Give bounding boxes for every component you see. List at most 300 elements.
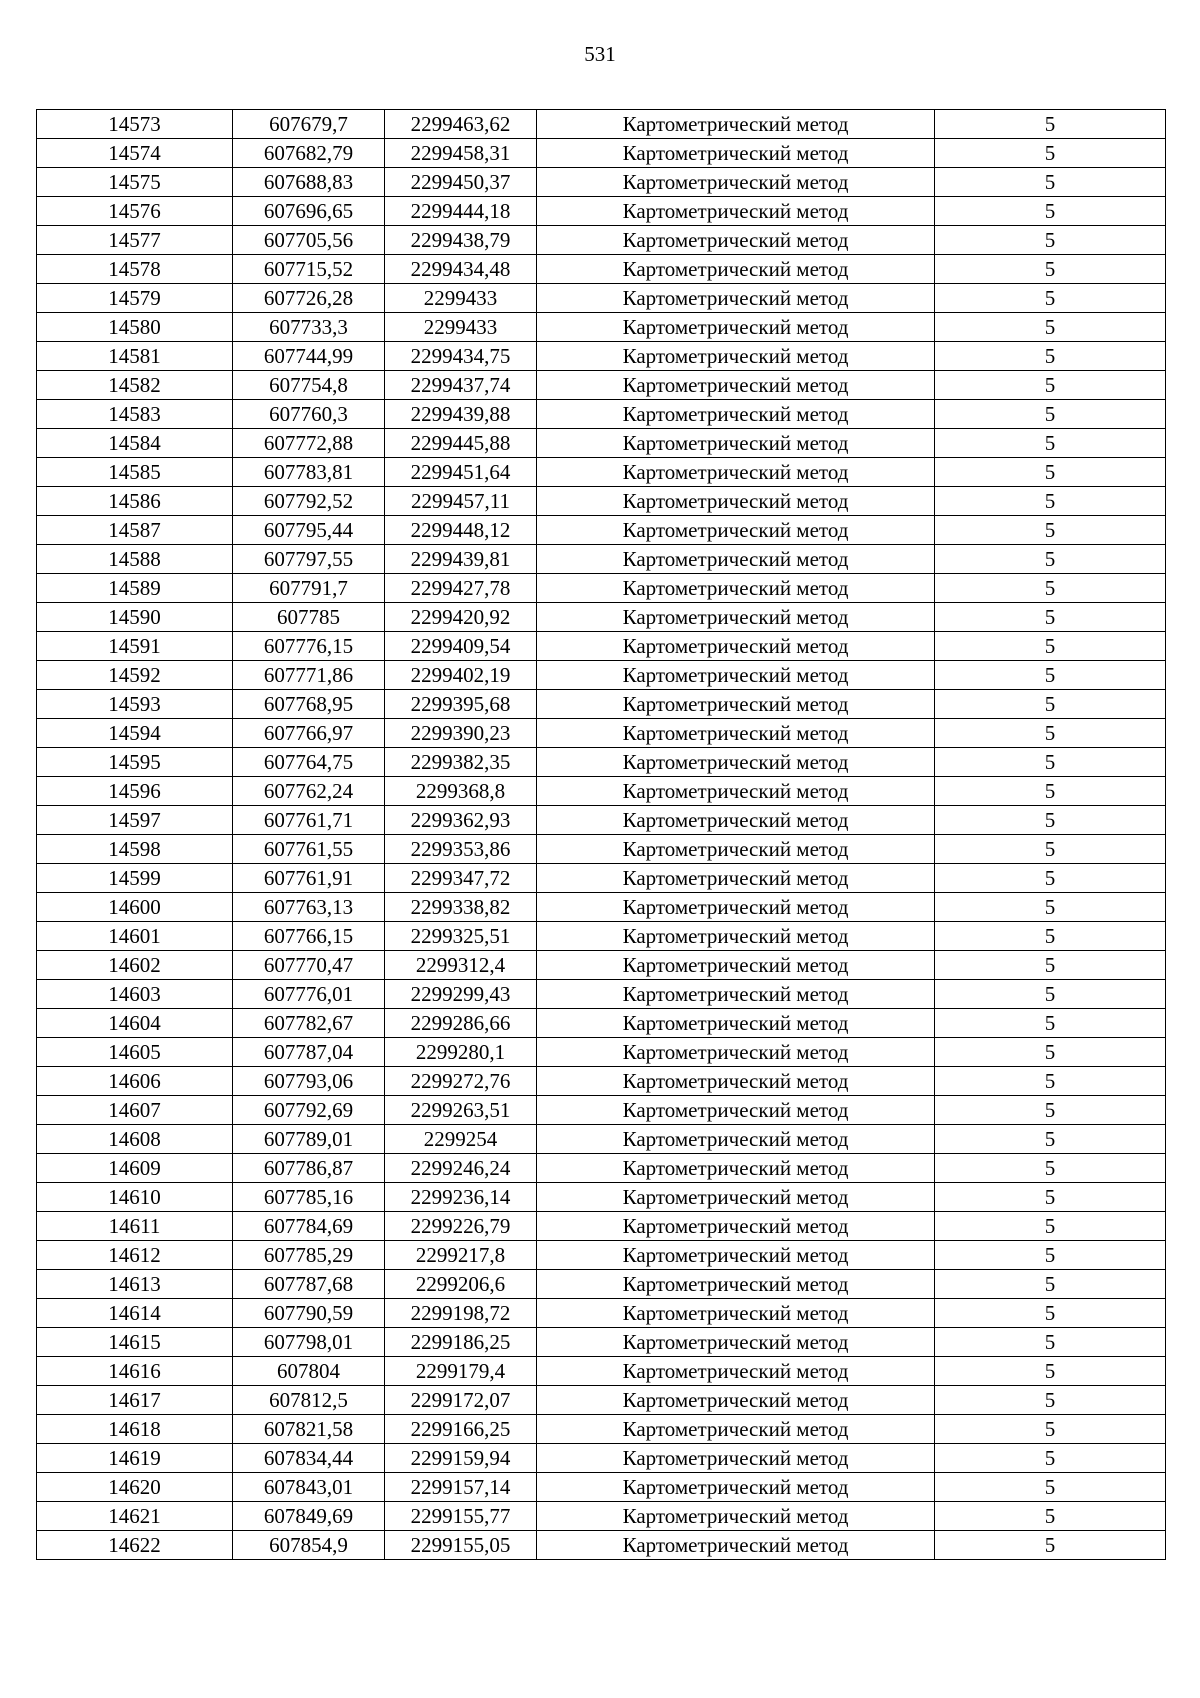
accuracy-cell: 5 xyxy=(935,922,1166,951)
method-cell: Картометрический метод xyxy=(537,197,935,226)
y-coordinate-cell: 2299437,74 xyxy=(385,371,537,400)
y-coordinate-cell: 2299198,72 xyxy=(385,1299,537,1328)
table-row xyxy=(37,719,1166,748)
method-cell: Картометрический метод xyxy=(537,632,935,661)
point-number-cell: 14612 xyxy=(37,1241,233,1270)
y-coordinate-cell: 2299155,05 xyxy=(385,1531,537,1560)
x-coordinate-cell: 607854,9 xyxy=(233,1531,385,1560)
method-cell: Картометрический метод xyxy=(537,400,935,429)
accuracy-cell: 5 xyxy=(935,690,1166,719)
y-coordinate-cell: 2299286,66 xyxy=(385,1009,537,1038)
table-row xyxy=(37,835,1166,864)
x-coordinate-cell: 607787,68 xyxy=(233,1270,385,1299)
table-row xyxy=(37,1096,1166,1125)
table-row xyxy=(37,922,1166,951)
table-row xyxy=(37,516,1166,545)
method-cell: Картометрический метод xyxy=(537,168,935,197)
y-coordinate-cell: 2299457,11 xyxy=(385,487,537,516)
table-row xyxy=(37,342,1166,371)
x-coordinate-cell: 607772,88 xyxy=(233,429,385,458)
point-number-cell: 14601 xyxy=(37,922,233,951)
y-coordinate-cell: 2299272,76 xyxy=(385,1067,537,1096)
point-number-cell: 14598 xyxy=(37,835,233,864)
method-cell: Картометрический метод xyxy=(537,951,935,980)
table-row xyxy=(37,777,1166,806)
point-number-cell: 14592 xyxy=(37,661,233,690)
x-coordinate-cell: 607787,04 xyxy=(233,1038,385,1067)
table-row xyxy=(37,1299,1166,1328)
x-coordinate-cell: 607784,69 xyxy=(233,1212,385,1241)
y-coordinate-cell: 2299390,23 xyxy=(385,719,537,748)
method-cell: Картометрический метод xyxy=(537,864,935,893)
point-number-cell: 14579 xyxy=(37,284,233,313)
point-number-cell: 14584 xyxy=(37,429,233,458)
table-row xyxy=(37,1415,1166,1444)
method-cell: Картометрический метод xyxy=(537,1357,935,1386)
point-number-cell: 14603 xyxy=(37,980,233,1009)
point-number-cell: 14596 xyxy=(37,777,233,806)
method-cell: Картометрический метод xyxy=(537,458,935,487)
y-coordinate-cell: 2299166,25 xyxy=(385,1415,537,1444)
x-coordinate-cell: 607804 xyxy=(233,1357,385,1386)
method-cell: Картометрический метод xyxy=(537,1299,935,1328)
x-coordinate-cell: 607715,52 xyxy=(233,255,385,284)
method-cell: Картометрический метод xyxy=(537,1125,935,1154)
accuracy-cell: 5 xyxy=(935,1154,1166,1183)
table-row xyxy=(37,864,1166,893)
point-number-cell: 14573 xyxy=(37,110,233,139)
point-number-cell: 14583 xyxy=(37,400,233,429)
accuracy-cell: 5 xyxy=(935,1096,1166,1125)
table-row xyxy=(37,313,1166,342)
y-coordinate-cell: 2299179,4 xyxy=(385,1357,537,1386)
point-number-cell: 14576 xyxy=(37,197,233,226)
y-coordinate-cell: 2299254 xyxy=(385,1125,537,1154)
x-coordinate-cell: 607770,47 xyxy=(233,951,385,980)
y-coordinate-cell: 2299206,6 xyxy=(385,1270,537,1299)
y-coordinate-cell: 2299159,94 xyxy=(385,1444,537,1473)
accuracy-cell: 5 xyxy=(935,110,1166,139)
y-coordinate-cell: 2299438,79 xyxy=(385,226,537,255)
point-number-cell: 14606 xyxy=(37,1067,233,1096)
accuracy-cell: 5 xyxy=(935,864,1166,893)
table-row xyxy=(37,284,1166,313)
point-number-cell: 14613 xyxy=(37,1270,233,1299)
point-number-cell: 14581 xyxy=(37,342,233,371)
method-cell: Картометрический метод xyxy=(537,342,935,371)
accuracy-cell: 5 xyxy=(935,1125,1166,1154)
y-coordinate-cell: 2299458,31 xyxy=(385,139,537,168)
table-row xyxy=(37,690,1166,719)
point-number-cell: 14575 xyxy=(37,168,233,197)
accuracy-cell: 5 xyxy=(935,1270,1166,1299)
y-coordinate-cell: 2299155,77 xyxy=(385,1502,537,1531)
y-coordinate-cell: 2299263,51 xyxy=(385,1096,537,1125)
point-number-cell: 14578 xyxy=(37,255,233,284)
y-coordinate-cell: 2299236,14 xyxy=(385,1183,537,1212)
x-coordinate-cell: 607785 xyxy=(233,603,385,632)
x-coordinate-cell: 607783,81 xyxy=(233,458,385,487)
x-coordinate-cell: 607776,01 xyxy=(233,980,385,1009)
point-number-cell: 14617 xyxy=(37,1386,233,1415)
y-coordinate-cell: 2299434,48 xyxy=(385,255,537,284)
table-row xyxy=(37,1444,1166,1473)
y-coordinate-cell: 2299226,79 xyxy=(385,1212,537,1241)
method-cell: Картометрический метод xyxy=(537,226,935,255)
method-cell: Картометрический метод xyxy=(537,603,935,632)
table-row xyxy=(37,951,1166,980)
method-cell: Картометрический метод xyxy=(537,1154,935,1183)
x-coordinate-cell: 607797,55 xyxy=(233,545,385,574)
y-coordinate-cell: 2299433 xyxy=(385,313,537,342)
x-coordinate-cell: 607785,29 xyxy=(233,1241,385,1270)
accuracy-cell: 5 xyxy=(935,168,1166,197)
table-row xyxy=(37,1241,1166,1270)
x-coordinate-cell: 607776,15 xyxy=(233,632,385,661)
table-row xyxy=(37,168,1166,197)
point-number-cell: 14574 xyxy=(37,139,233,168)
x-coordinate-cell: 607843,01 xyxy=(233,1473,385,1502)
table-row xyxy=(37,748,1166,777)
table-row xyxy=(37,429,1166,458)
method-cell: Картометрический метод xyxy=(537,1473,935,1502)
table-row xyxy=(37,1357,1166,1386)
point-number-cell: 14605 xyxy=(37,1038,233,1067)
table-row xyxy=(37,1125,1166,1154)
method-cell: Картометрический метод xyxy=(537,110,935,139)
accuracy-cell: 5 xyxy=(935,400,1166,429)
y-coordinate-cell: 2299280,1 xyxy=(385,1038,537,1067)
table-row xyxy=(37,545,1166,574)
table-row xyxy=(37,893,1166,922)
method-cell: Картометрический метод xyxy=(537,1270,935,1299)
accuracy-cell: 5 xyxy=(935,371,1166,400)
point-number-cell: 14590 xyxy=(37,603,233,632)
table-row xyxy=(37,1183,1166,1212)
method-cell: Картометрический метод xyxy=(537,574,935,603)
point-number-cell: 14594 xyxy=(37,719,233,748)
x-coordinate-cell: 607821,58 xyxy=(233,1415,385,1444)
point-number-cell: 14599 xyxy=(37,864,233,893)
x-coordinate-cell: 607764,75 xyxy=(233,748,385,777)
accuracy-cell: 5 xyxy=(935,1328,1166,1357)
point-number-cell: 14585 xyxy=(37,458,233,487)
method-cell: Картометрический метод xyxy=(537,719,935,748)
accuracy-cell: 5 xyxy=(935,835,1166,864)
table-row xyxy=(37,110,1166,139)
accuracy-cell: 5 xyxy=(935,342,1166,371)
point-number-cell: 14602 xyxy=(37,951,233,980)
accuracy-cell: 5 xyxy=(935,980,1166,1009)
table-row xyxy=(37,1386,1166,1415)
accuracy-cell: 5 xyxy=(935,1386,1166,1415)
y-coordinate-cell: 2299299,43 xyxy=(385,980,537,1009)
x-coordinate-cell: 607766,15 xyxy=(233,922,385,951)
method-cell: Картометрический метод xyxy=(537,545,935,574)
point-number-cell: 14604 xyxy=(37,1009,233,1038)
method-cell: Картометрический метод xyxy=(537,922,935,951)
point-number-cell: 14577 xyxy=(37,226,233,255)
y-coordinate-cell: 2299444,18 xyxy=(385,197,537,226)
table-row xyxy=(37,1473,1166,1502)
point-number-cell: 14620 xyxy=(37,1473,233,1502)
y-coordinate-cell: 2299427,78 xyxy=(385,574,537,603)
method-cell: Картометрический метод xyxy=(537,1038,935,1067)
y-coordinate-cell: 2299448,12 xyxy=(385,516,537,545)
accuracy-cell: 5 xyxy=(935,458,1166,487)
accuracy-cell: 5 xyxy=(935,574,1166,603)
method-cell: Картометрический метод xyxy=(537,516,935,545)
point-number-cell: 14618 xyxy=(37,1415,233,1444)
table-row xyxy=(37,400,1166,429)
table-row xyxy=(37,1328,1166,1357)
method-cell: Картометрический метод xyxy=(537,1502,935,1531)
method-cell: Картометрический метод xyxy=(537,487,935,516)
x-coordinate-cell: 607795,44 xyxy=(233,516,385,545)
table-row xyxy=(37,1038,1166,1067)
x-coordinate-cell: 607812,5 xyxy=(233,1386,385,1415)
x-coordinate-cell: 607782,67 xyxy=(233,1009,385,1038)
method-cell: Картометрический метод xyxy=(537,1009,935,1038)
point-number-cell: 14610 xyxy=(37,1183,233,1212)
y-coordinate-cell: 2299312,4 xyxy=(385,951,537,980)
y-coordinate-cell: 2299325,51 xyxy=(385,922,537,951)
accuracy-cell: 5 xyxy=(935,893,1166,922)
method-cell: Картометрический метод xyxy=(537,429,935,458)
point-number-cell: 14609 xyxy=(37,1154,233,1183)
table-row xyxy=(37,1531,1166,1560)
x-coordinate-cell: 607786,87 xyxy=(233,1154,385,1183)
accuracy-cell: 5 xyxy=(935,545,1166,574)
x-coordinate-cell: 607754,8 xyxy=(233,371,385,400)
accuracy-cell: 5 xyxy=(935,255,1166,284)
method-cell: Картометрический метод xyxy=(537,1386,935,1415)
method-cell: Картометрический метод xyxy=(537,806,935,835)
page-number: 531 xyxy=(584,42,616,66)
x-coordinate-cell: 607744,99 xyxy=(233,342,385,371)
table-row xyxy=(37,574,1166,603)
y-coordinate-cell: 2299217,8 xyxy=(385,1241,537,1270)
method-cell: Картометрический метод xyxy=(537,371,935,400)
accuracy-cell: 5 xyxy=(935,1038,1166,1067)
y-coordinate-cell: 2299347,72 xyxy=(385,864,537,893)
table-row xyxy=(37,255,1166,284)
accuracy-cell: 5 xyxy=(935,1009,1166,1038)
table-row xyxy=(37,1009,1166,1038)
x-coordinate-cell: 607791,7 xyxy=(233,574,385,603)
point-number-cell: 14607 xyxy=(37,1096,233,1125)
method-cell: Картометрический метод xyxy=(537,980,935,1009)
x-coordinate-cell: 607798,01 xyxy=(233,1328,385,1357)
table-row xyxy=(37,371,1166,400)
accuracy-cell: 5 xyxy=(935,1444,1166,1473)
x-coordinate-cell: 607733,3 xyxy=(233,313,385,342)
y-coordinate-cell: 2299353,86 xyxy=(385,835,537,864)
accuracy-cell: 5 xyxy=(935,1241,1166,1270)
method-cell: Картометрический метод xyxy=(537,139,935,168)
y-coordinate-cell: 2299439,88 xyxy=(385,400,537,429)
point-number-cell: 14622 xyxy=(37,1531,233,1560)
method-cell: Картометрический метод xyxy=(537,748,935,777)
point-number-cell: 14619 xyxy=(37,1444,233,1473)
accuracy-cell: 5 xyxy=(935,313,1166,342)
table-row xyxy=(37,139,1166,168)
point-number-cell: 14621 xyxy=(37,1502,233,1531)
method-cell: Картометрический метод xyxy=(537,1531,935,1560)
accuracy-cell: 5 xyxy=(935,139,1166,168)
point-number-cell: 14582 xyxy=(37,371,233,400)
y-coordinate-cell: 2299395,68 xyxy=(385,690,537,719)
accuracy-cell: 5 xyxy=(935,197,1166,226)
point-number-cell: 14587 xyxy=(37,516,233,545)
method-cell: Картометрический метод xyxy=(537,661,935,690)
accuracy-cell: 5 xyxy=(935,777,1166,806)
y-coordinate-cell: 2299186,25 xyxy=(385,1328,537,1357)
y-coordinate-cell: 2299463,62 xyxy=(385,110,537,139)
x-coordinate-cell: 607763,13 xyxy=(233,893,385,922)
x-coordinate-cell: 607682,79 xyxy=(233,139,385,168)
method-cell: Картометрический метод xyxy=(537,255,935,284)
accuracy-cell: 5 xyxy=(935,1212,1166,1241)
accuracy-cell: 5 xyxy=(935,226,1166,255)
accuracy-cell: 5 xyxy=(935,516,1166,545)
method-cell: Картометрический метод xyxy=(537,284,935,313)
y-coordinate-cell: 2299433 xyxy=(385,284,537,313)
method-cell: Картометрический метод xyxy=(537,313,935,342)
method-cell: Картометрический метод xyxy=(537,1212,935,1241)
x-coordinate-cell: 607761,71 xyxy=(233,806,385,835)
y-coordinate-cell: 2299338,82 xyxy=(385,893,537,922)
table-row xyxy=(37,1270,1166,1299)
table-row xyxy=(37,458,1166,487)
point-number-cell: 14611 xyxy=(37,1212,233,1241)
method-cell: Картометрический метод xyxy=(537,1067,935,1096)
table-row xyxy=(37,226,1166,255)
accuracy-cell: 5 xyxy=(935,1067,1166,1096)
x-coordinate-cell: 607785,16 xyxy=(233,1183,385,1212)
table-row xyxy=(37,806,1166,835)
x-coordinate-cell: 607761,91 xyxy=(233,864,385,893)
point-number-cell: 14593 xyxy=(37,690,233,719)
accuracy-cell: 5 xyxy=(935,284,1166,313)
accuracy-cell: 5 xyxy=(935,951,1166,980)
y-coordinate-cell: 2299362,93 xyxy=(385,806,537,835)
x-coordinate-cell: 607792,52 xyxy=(233,487,385,516)
x-coordinate-cell: 607768,95 xyxy=(233,690,385,719)
accuracy-cell: 5 xyxy=(935,1473,1166,1502)
x-coordinate-cell: 607849,69 xyxy=(233,1502,385,1531)
y-coordinate-cell: 2299246,24 xyxy=(385,1154,537,1183)
x-coordinate-cell: 607793,06 xyxy=(233,1067,385,1096)
method-cell: Картометрический метод xyxy=(537,835,935,864)
y-coordinate-cell: 2299445,88 xyxy=(385,429,537,458)
y-coordinate-cell: 2299439,81 xyxy=(385,545,537,574)
point-number-cell: 14615 xyxy=(37,1328,233,1357)
y-coordinate-cell: 2299434,75 xyxy=(385,342,537,371)
accuracy-cell: 5 xyxy=(935,632,1166,661)
x-coordinate-cell: 607705,56 xyxy=(233,226,385,255)
accuracy-cell: 5 xyxy=(935,748,1166,777)
y-coordinate-cell: 2299450,37 xyxy=(385,168,537,197)
point-number-cell: 14595 xyxy=(37,748,233,777)
x-coordinate-cell: 607726,28 xyxy=(233,284,385,313)
accuracy-cell: 5 xyxy=(935,719,1166,748)
y-coordinate-cell: 2299368,8 xyxy=(385,777,537,806)
x-coordinate-cell: 607761,55 xyxy=(233,835,385,864)
coordinates-table xyxy=(36,109,1166,1560)
accuracy-cell: 5 xyxy=(935,429,1166,458)
x-coordinate-cell: 607760,3 xyxy=(233,400,385,429)
point-number-cell: 14588 xyxy=(37,545,233,574)
table-row xyxy=(37,980,1166,1009)
method-cell: Картометрический метод xyxy=(537,1241,935,1270)
x-coordinate-cell: 607789,01 xyxy=(233,1125,385,1154)
method-cell: Картометрический метод xyxy=(537,1328,935,1357)
table-row xyxy=(37,1212,1166,1241)
x-coordinate-cell: 607790,59 xyxy=(233,1299,385,1328)
point-number-cell: 14589 xyxy=(37,574,233,603)
point-number-cell: 14597 xyxy=(37,806,233,835)
table-row xyxy=(37,1067,1166,1096)
accuracy-cell: 5 xyxy=(935,1531,1166,1560)
y-coordinate-cell: 2299420,92 xyxy=(385,603,537,632)
method-cell: Картометрический метод xyxy=(537,1183,935,1212)
x-coordinate-cell: 607679,7 xyxy=(233,110,385,139)
y-coordinate-cell: 2299382,35 xyxy=(385,748,537,777)
table-row xyxy=(37,632,1166,661)
point-number-cell: 14586 xyxy=(37,487,233,516)
x-coordinate-cell: 607766,97 xyxy=(233,719,385,748)
accuracy-cell: 5 xyxy=(935,603,1166,632)
table-row xyxy=(37,487,1166,516)
accuracy-cell: 5 xyxy=(935,1357,1166,1386)
table-row xyxy=(37,1502,1166,1531)
y-coordinate-cell: 2299402,19 xyxy=(385,661,537,690)
accuracy-cell: 5 xyxy=(935,661,1166,690)
accuracy-cell: 5 xyxy=(935,1415,1166,1444)
x-coordinate-cell: 607762,24 xyxy=(233,777,385,806)
table-row xyxy=(37,1154,1166,1183)
point-number-cell: 14608 xyxy=(37,1125,233,1154)
accuracy-cell: 5 xyxy=(935,1502,1166,1531)
point-number-cell: 14616 xyxy=(37,1357,233,1386)
method-cell: Картометрический метод xyxy=(537,1444,935,1473)
coordinates-table-body xyxy=(37,110,1166,1560)
point-number-cell: 14600 xyxy=(37,893,233,922)
x-coordinate-cell: 607834,44 xyxy=(233,1444,385,1473)
method-cell: Картометрический метод xyxy=(537,893,935,922)
table-row xyxy=(37,197,1166,226)
table-row xyxy=(37,661,1166,690)
y-coordinate-cell: 2299409,54 xyxy=(385,632,537,661)
accuracy-cell: 5 xyxy=(935,806,1166,835)
method-cell: Картометрический метод xyxy=(537,690,935,719)
y-coordinate-cell: 2299157,14 xyxy=(385,1473,537,1502)
x-coordinate-cell: 607792,69 xyxy=(233,1096,385,1125)
y-coordinate-cell: 2299172,07 xyxy=(385,1386,537,1415)
method-cell: Картометрический метод xyxy=(537,777,935,806)
point-number-cell: 14580 xyxy=(37,313,233,342)
method-cell: Картометрический метод xyxy=(537,1096,935,1125)
table-row xyxy=(37,603,1166,632)
point-number-cell: 14614 xyxy=(37,1299,233,1328)
x-coordinate-cell: 607688,83 xyxy=(233,168,385,197)
method-cell: Картометрический метод xyxy=(537,1415,935,1444)
x-coordinate-cell: 607696,65 xyxy=(233,197,385,226)
accuracy-cell: 5 xyxy=(935,487,1166,516)
y-coordinate-cell: 2299451,64 xyxy=(385,458,537,487)
accuracy-cell: 5 xyxy=(935,1183,1166,1212)
